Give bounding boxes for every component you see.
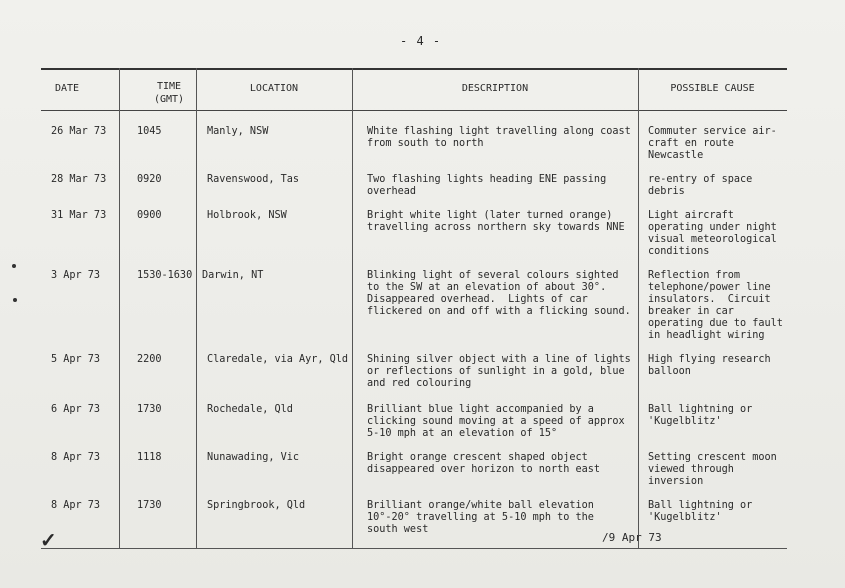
header-description: DESCRIPTION: [461, 83, 529, 94]
row-time: 2200: [137, 354, 162, 365]
row-location: Nunawading, Vic: [207, 452, 300, 463]
row-cause: Commuter service air- craft en route Newcastle: [648, 126, 777, 161]
row-location: Springbrook, Qld: [207, 500, 306, 511]
header-date: DATE: [54, 83, 80, 94]
row-time: 1118: [137, 452, 162, 463]
row-cause: Light aircraft operating under night visual meteorological conditions: [648, 210, 777, 257]
row-location: Manly, NSW: [207, 126, 269, 137]
punch-hole-mark: [12, 264, 16, 268]
page-number: - 4 -: [400, 34, 442, 48]
row-time: 0900: [137, 210, 162, 221]
row-cause: Ball lightning or 'Kugelblitz': [648, 500, 753, 523]
row-time: 0920: [137, 174, 162, 185]
header-divider: [41, 110, 787, 111]
row-date: 8 Apr 73: [51, 452, 101, 463]
header-possible-cause: POSSIBLE CAUSE: [670, 83, 755, 94]
row-date: 28 Mar 73: [51, 174, 107, 185]
column-divider: [352, 68, 353, 548]
row-description: Bright orange crescent shaped object disappeared over horizon to north east: [367, 452, 601, 475]
column-divider: [119, 68, 120, 548]
row-cause: re-entry of space debris: [648, 174, 753, 197]
column-divider: [638, 68, 639, 548]
row-date: 6 Apr 73: [51, 404, 101, 415]
row-cause: Ball lightning or 'Kugelblitz': [648, 404, 753, 427]
punch-hole-mark: [13, 298, 17, 302]
row-time: 1730: [137, 404, 162, 415]
row-location: Ravenswood, Tas: [207, 174, 300, 185]
header-time-label: TIME: [156, 81, 182, 92]
row-date: 5 Apr 73: [51, 354, 101, 365]
row-description: Blinking light of several colours sighted to the SW at an elevation of about 30°. Disappeared overhead. Lights of car flickered on and off with a flicking sound.: [367, 270, 631, 317]
row-location: Holbrook, NSW: [207, 210, 287, 221]
header-location: LOCATION: [249, 83, 299, 94]
row-time: 1730: [137, 500, 162, 511]
row-cause: Reflection from telephone/power line insulators. Circuit breaker in car operating due to fault in headlight wiring: [648, 270, 783, 341]
row-description: White flashing light travelling along coast from south to north: [367, 126, 631, 149]
row-cause: Setting crescent moon viewed through inversion: [648, 452, 777, 487]
row-time: 1045: [137, 126, 162, 137]
row-description: Brilliant blue light accompanied by a clicking sound moving at a speed of approx 5-10 mph at an elevation of 15°: [367, 404, 625, 439]
row-description: Shining silver object with a line of lights or reflections of sunlight in a gold, blue and red colouring: [367, 354, 631, 389]
row-cause: High flying research balloon: [648, 354, 771, 377]
sightings-table: [41, 68, 787, 549]
row-date: 8 Apr 73: [51, 500, 101, 511]
continuation-reference: /9 Apr 73: [602, 531, 662, 544]
row-date: 31 Mar 73: [51, 210, 107, 221]
row-date: 3 Apr 73: [51, 270, 101, 281]
row-description: Bright white light (later turned orange) travelling across northern sky towards NNE: [367, 210, 625, 233]
row-location: Darwin, NT: [202, 270, 264, 281]
ink-mark-icon: ✓: [40, 528, 57, 552]
header-time-unit: (GMT): [153, 94, 185, 105]
row-date: 26 Mar 73: [51, 126, 107, 137]
row-description: Two flashing lights heading ENE passing overhead: [367, 174, 607, 197]
row-location: Rochedale, Qld: [207, 404, 293, 415]
row-location: Claredale, via Ayr, Qld: [207, 354, 349, 365]
row-description: Brilliant orange/white ball elevation 10°-20° travelling at 5-10 mph to the south west: [367, 500, 594, 535]
row-time: 1530-1630: [137, 270, 193, 281]
column-divider: [196, 68, 197, 548]
